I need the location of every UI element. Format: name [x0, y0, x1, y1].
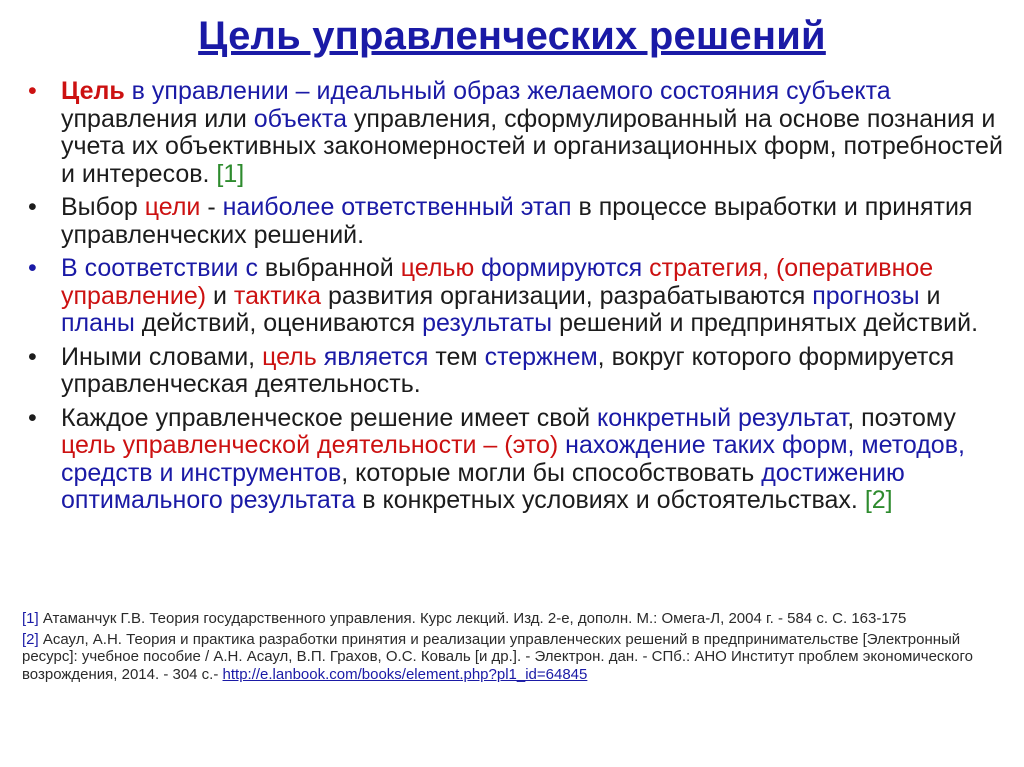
- bullet-text-segment: конкретный результат: [597, 403, 848, 432]
- bullet-text-segment: , которые могли бы способствовать: [341, 458, 762, 487]
- bullet-text-segment: тем: [428, 342, 485, 371]
- bullet-text-segment: , вокруг которого формируется управленческая деятельность.: [61, 342, 955, 398]
- bullet-text-segment: стержнем: [484, 342, 598, 371]
- bullet-text-segment: -: [200, 193, 223, 221]
- bullet-item: [28, 405, 1003, 515]
- bullet-item: [28, 78, 1003, 188]
- footnote-2-text: Асаул, А.Н. Теория и практика разработки принятия и реализации управленческих решений в предпринимательстве [Электронный ресурс]: учебное пособие / А.Н. Асаул, В.П. Грахов, О.С. Коваль [и др.]. - Электрон. дан. - СПб.: АНО Институт проблем экономического возрождения, 2014. - 304 с.-: [22, 630, 973, 683]
- bullet-text-segment: и: [206, 281, 234, 310]
- bullet-text-segment: решений и предпринятых действий.: [552, 309, 979, 337]
- footnotes: [22, 610, 1002, 686]
- bullet-marker: •: [28, 342, 37, 371]
- bullet-text-segment: Цель: [61, 77, 125, 105]
- slide-title: Цель управленческих решений: [198, 14, 826, 58]
- bullet-item: [28, 344, 1003, 399]
- bullet-text-segment: Каждое управленческое решение имеет свой: [61, 403, 598, 432]
- bullet-text-segment: Иными словами,: [61, 342, 263, 371]
- bullet-text-segment: планы: [61, 309, 135, 337]
- footnote-1-text: Атаманчук Г.В. Теория государственного управления. Курс лекций. Изд. 2-е, дополн. М.: Омега-Л, 2004 г. - 584 с. С. 163-175: [38, 610, 907, 627]
- bullet-text-segment: цели: [144, 193, 201, 221]
- bullet-text-segment: формируются: [474, 254, 650, 282]
- bullet-item: [28, 255, 1003, 338]
- bullet-item: [28, 194, 1003, 249]
- bullet-text-segment: результаты: [422, 309, 553, 337]
- bullet-text-segment: управления, сформулированный на основе познания и учета их объективных закономерностей и организационных форм, потребностей и интересов.: [61, 104, 1003, 188]
- footnote-1: [22, 610, 1002, 628]
- bullet-marker: •: [28, 403, 37, 432]
- footnote-1-ref: [1]: [22, 610, 39, 627]
- bullet-text-segment: достижению оптимального результата: [61, 458, 905, 514]
- bullet-text-segment: прогнозы: [812, 281, 920, 310]
- footnote-2-ref: [2]: [22, 630, 39, 648]
- bullet-text-segment: В соответствии с: [61, 254, 258, 282]
- bullet-text-segment: наиболее ответственный этап: [222, 193, 572, 221]
- bullet-text-segment: в управлении – идеальный образ желаемого состояния: [124, 77, 787, 105]
- bullet-text-segment: выбранной: [257, 254, 401, 282]
- bullet-marker: •: [28, 254, 37, 282]
- bullet-text-segment: субъекта: [786, 77, 891, 105]
- bullet-list: [28, 78, 1003, 521]
- bullet-text-segment: [1]: [216, 159, 245, 188]
- bullet-text-segment: и: [919, 281, 941, 310]
- bullet-text-segment: [2]: [864, 486, 893, 514]
- bullet-text-segment: является: [316, 342, 429, 371]
- bullet-text-segment: развития организации, разрабатываются: [321, 281, 813, 310]
- bullet-text-segment: цель управленческой деятельности – (это): [61, 431, 559, 459]
- bullet-text-segment: целью: [400, 254, 475, 282]
- bullet-text-segment: нахождение таких форм, методов, средств и инструментов: [61, 431, 965, 487]
- bullet-text-segment: стратегия, (оперативное управление): [61, 254, 934, 310]
- bullet-text-segment: объекта: [253, 104, 347, 133]
- bullet-marker: •: [28, 193, 37, 221]
- bullet-text-segment: действий, оцениваются: [134, 309, 423, 337]
- bullet-text-segment: управления или: [61, 104, 254, 133]
- bullet-marker: •: [28, 77, 37, 105]
- footnote-2: [22, 631, 1002, 684]
- bullet-text-segment: Выбор: [61, 193, 145, 221]
- bullet-text-segment: в конкретных условиях и обстоятельствах.: [355, 486, 865, 514]
- bullet-text-segment: , поэтому: [847, 403, 956, 432]
- bullet-text-segment: цель: [262, 342, 317, 371]
- footnote-2-link[interactable]: http://e.lanbook.com/books/element.php?pl1_id=64845: [222, 665, 588, 683]
- bullet-text-segment: в процессе выработки и принятия управленческих решений.: [61, 193, 973, 249]
- bullet-text-segment: тактика: [233, 281, 322, 310]
